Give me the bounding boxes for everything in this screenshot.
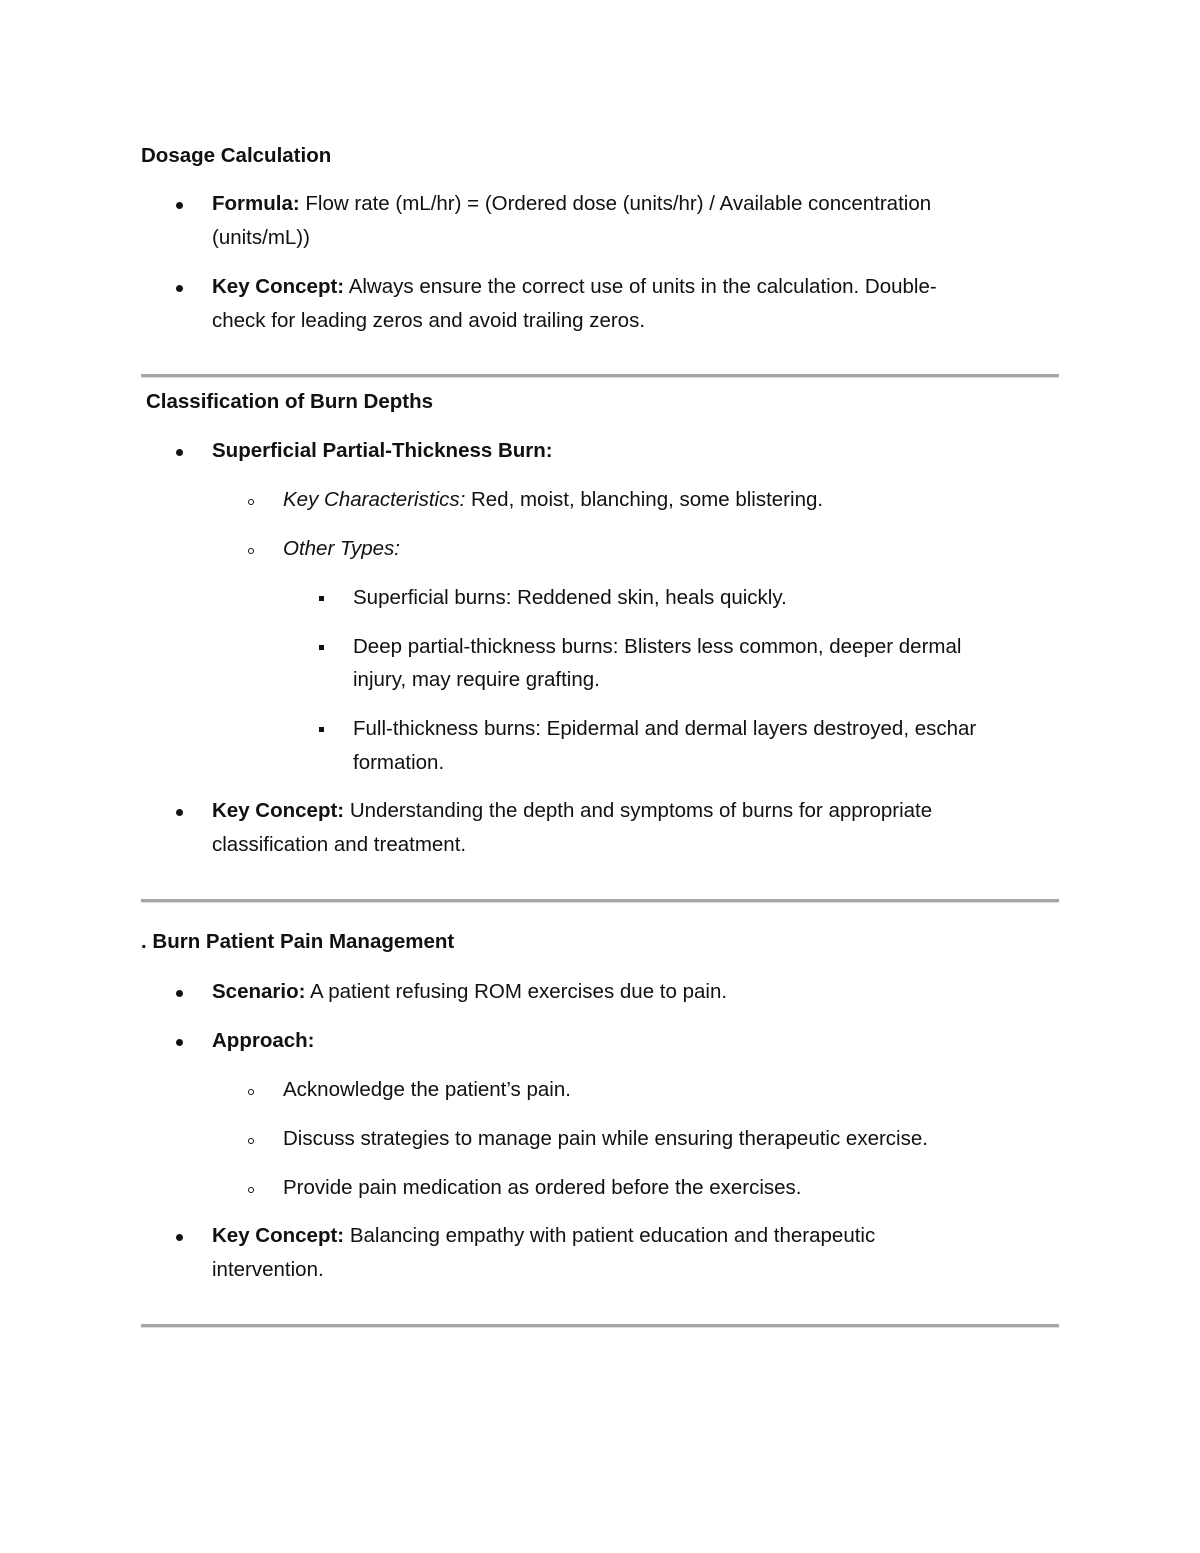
section-heading-burn-depths: Classification of Burn Depths bbox=[146, 390, 434, 413]
key-concept-dosage-line2: check for leading zeros and avoid trailing zeros. bbox=[212, 309, 646, 332]
key-concept-text-line1: Balancing empathy with patient education and therapeutic bbox=[344, 1224, 876, 1247]
square-bullet-icon bbox=[319, 727, 324, 732]
sub-bullet-icon bbox=[248, 499, 254, 505]
other-type-item-line1: Deep partial-thickness burns: Blisters less common, deeper dermal bbox=[353, 635, 962, 658]
square-bullet-icon bbox=[319, 645, 324, 650]
key-concept-text-line1: Always ensure the correct use of units in the calculation. Double- bbox=[344, 275, 937, 298]
scenario-line bbox=[212, 975, 727, 1009]
other-types-label: Other Types: bbox=[283, 537, 400, 560]
approach-item: Acknowledge the patient’s pain. bbox=[283, 1078, 571, 1101]
square-bullet-icon bbox=[319, 596, 324, 601]
bullet-icon bbox=[176, 809, 183, 816]
section-heading-pain-management: . Burn Patient Pain Management bbox=[141, 930, 455, 953]
sub-bullet-icon bbox=[248, 548, 254, 554]
sub-bullet-icon bbox=[248, 1187, 254, 1193]
bullet-icon bbox=[176, 1039, 183, 1046]
key-concept-burn-line2: classification and treatment. bbox=[212, 833, 467, 856]
approach-item: Provide pain medication as ordered before the exercises. bbox=[283, 1176, 802, 1199]
section-heading-dosage: Dosage Calculation bbox=[141, 144, 332, 167]
scenario-text: A patient refusing ROM exercises due to pain. bbox=[305, 980, 728, 1003]
key-concept-pain-line1 bbox=[212, 1219, 875, 1253]
horizontal-rule bbox=[141, 1324, 1059, 1328]
key-characteristics-line bbox=[283, 483, 823, 517]
key-characteristics-text: Red, moist, blanching, some blistering. bbox=[465, 488, 824, 511]
bullet-icon bbox=[176, 990, 183, 997]
other-type-item-line2: formation. bbox=[353, 751, 445, 774]
bullet-icon bbox=[176, 285, 183, 292]
sub-bullet-icon bbox=[248, 1138, 254, 1144]
horizontal-rule bbox=[141, 374, 1059, 378]
approach-label: Approach: bbox=[212, 1029, 315, 1052]
key-concept-label: Key Concept: bbox=[212, 1224, 345, 1247]
key-concept-burn-line1 bbox=[212, 794, 932, 828]
sub-bullet-icon bbox=[248, 1089, 254, 1095]
other-type-item-line1: Superficial burns: Reddened skin, heals quickly. bbox=[353, 586, 787, 609]
superficial-partial-label: Superficial Partial-Thickness Burn: bbox=[212, 439, 553, 462]
key-concept-label: Key Concept: bbox=[212, 799, 345, 822]
key-concept-dosage-line1 bbox=[212, 270, 937, 304]
key-characteristics-label: Key Characteristics: bbox=[283, 488, 466, 511]
bullet-icon bbox=[176, 1234, 183, 1241]
bullet-icon bbox=[176, 449, 183, 456]
bullet-icon bbox=[176, 202, 183, 209]
key-concept-text-line1: Understanding the depth and symptoms of burns for appropriate bbox=[344, 799, 933, 822]
formula-line2: (units/mL)) bbox=[212, 226, 310, 249]
key-concept-label: Key Concept: bbox=[212, 275, 345, 298]
horizontal-rule bbox=[141, 899, 1059, 903]
key-concept-pain-line2: intervention. bbox=[212, 1258, 324, 1281]
formula-label: Formula: bbox=[212, 192, 300, 215]
approach-item: Discuss strategies to manage pain while ensuring therapeutic exercise. bbox=[283, 1127, 928, 1150]
formula-line1 bbox=[212, 187, 931, 221]
formula-text-line1: Flow rate (mL/hr) = (Ordered dose (units/hr) / Available concentration bbox=[299, 192, 932, 215]
other-type-item-line1: Full-thickness burns: Epidermal and dermal layers destroyed, eschar bbox=[353, 717, 977, 740]
scenario-label: Scenario: bbox=[212, 980, 306, 1003]
other-type-item-line2: injury, may require grafting. bbox=[353, 668, 600, 691]
